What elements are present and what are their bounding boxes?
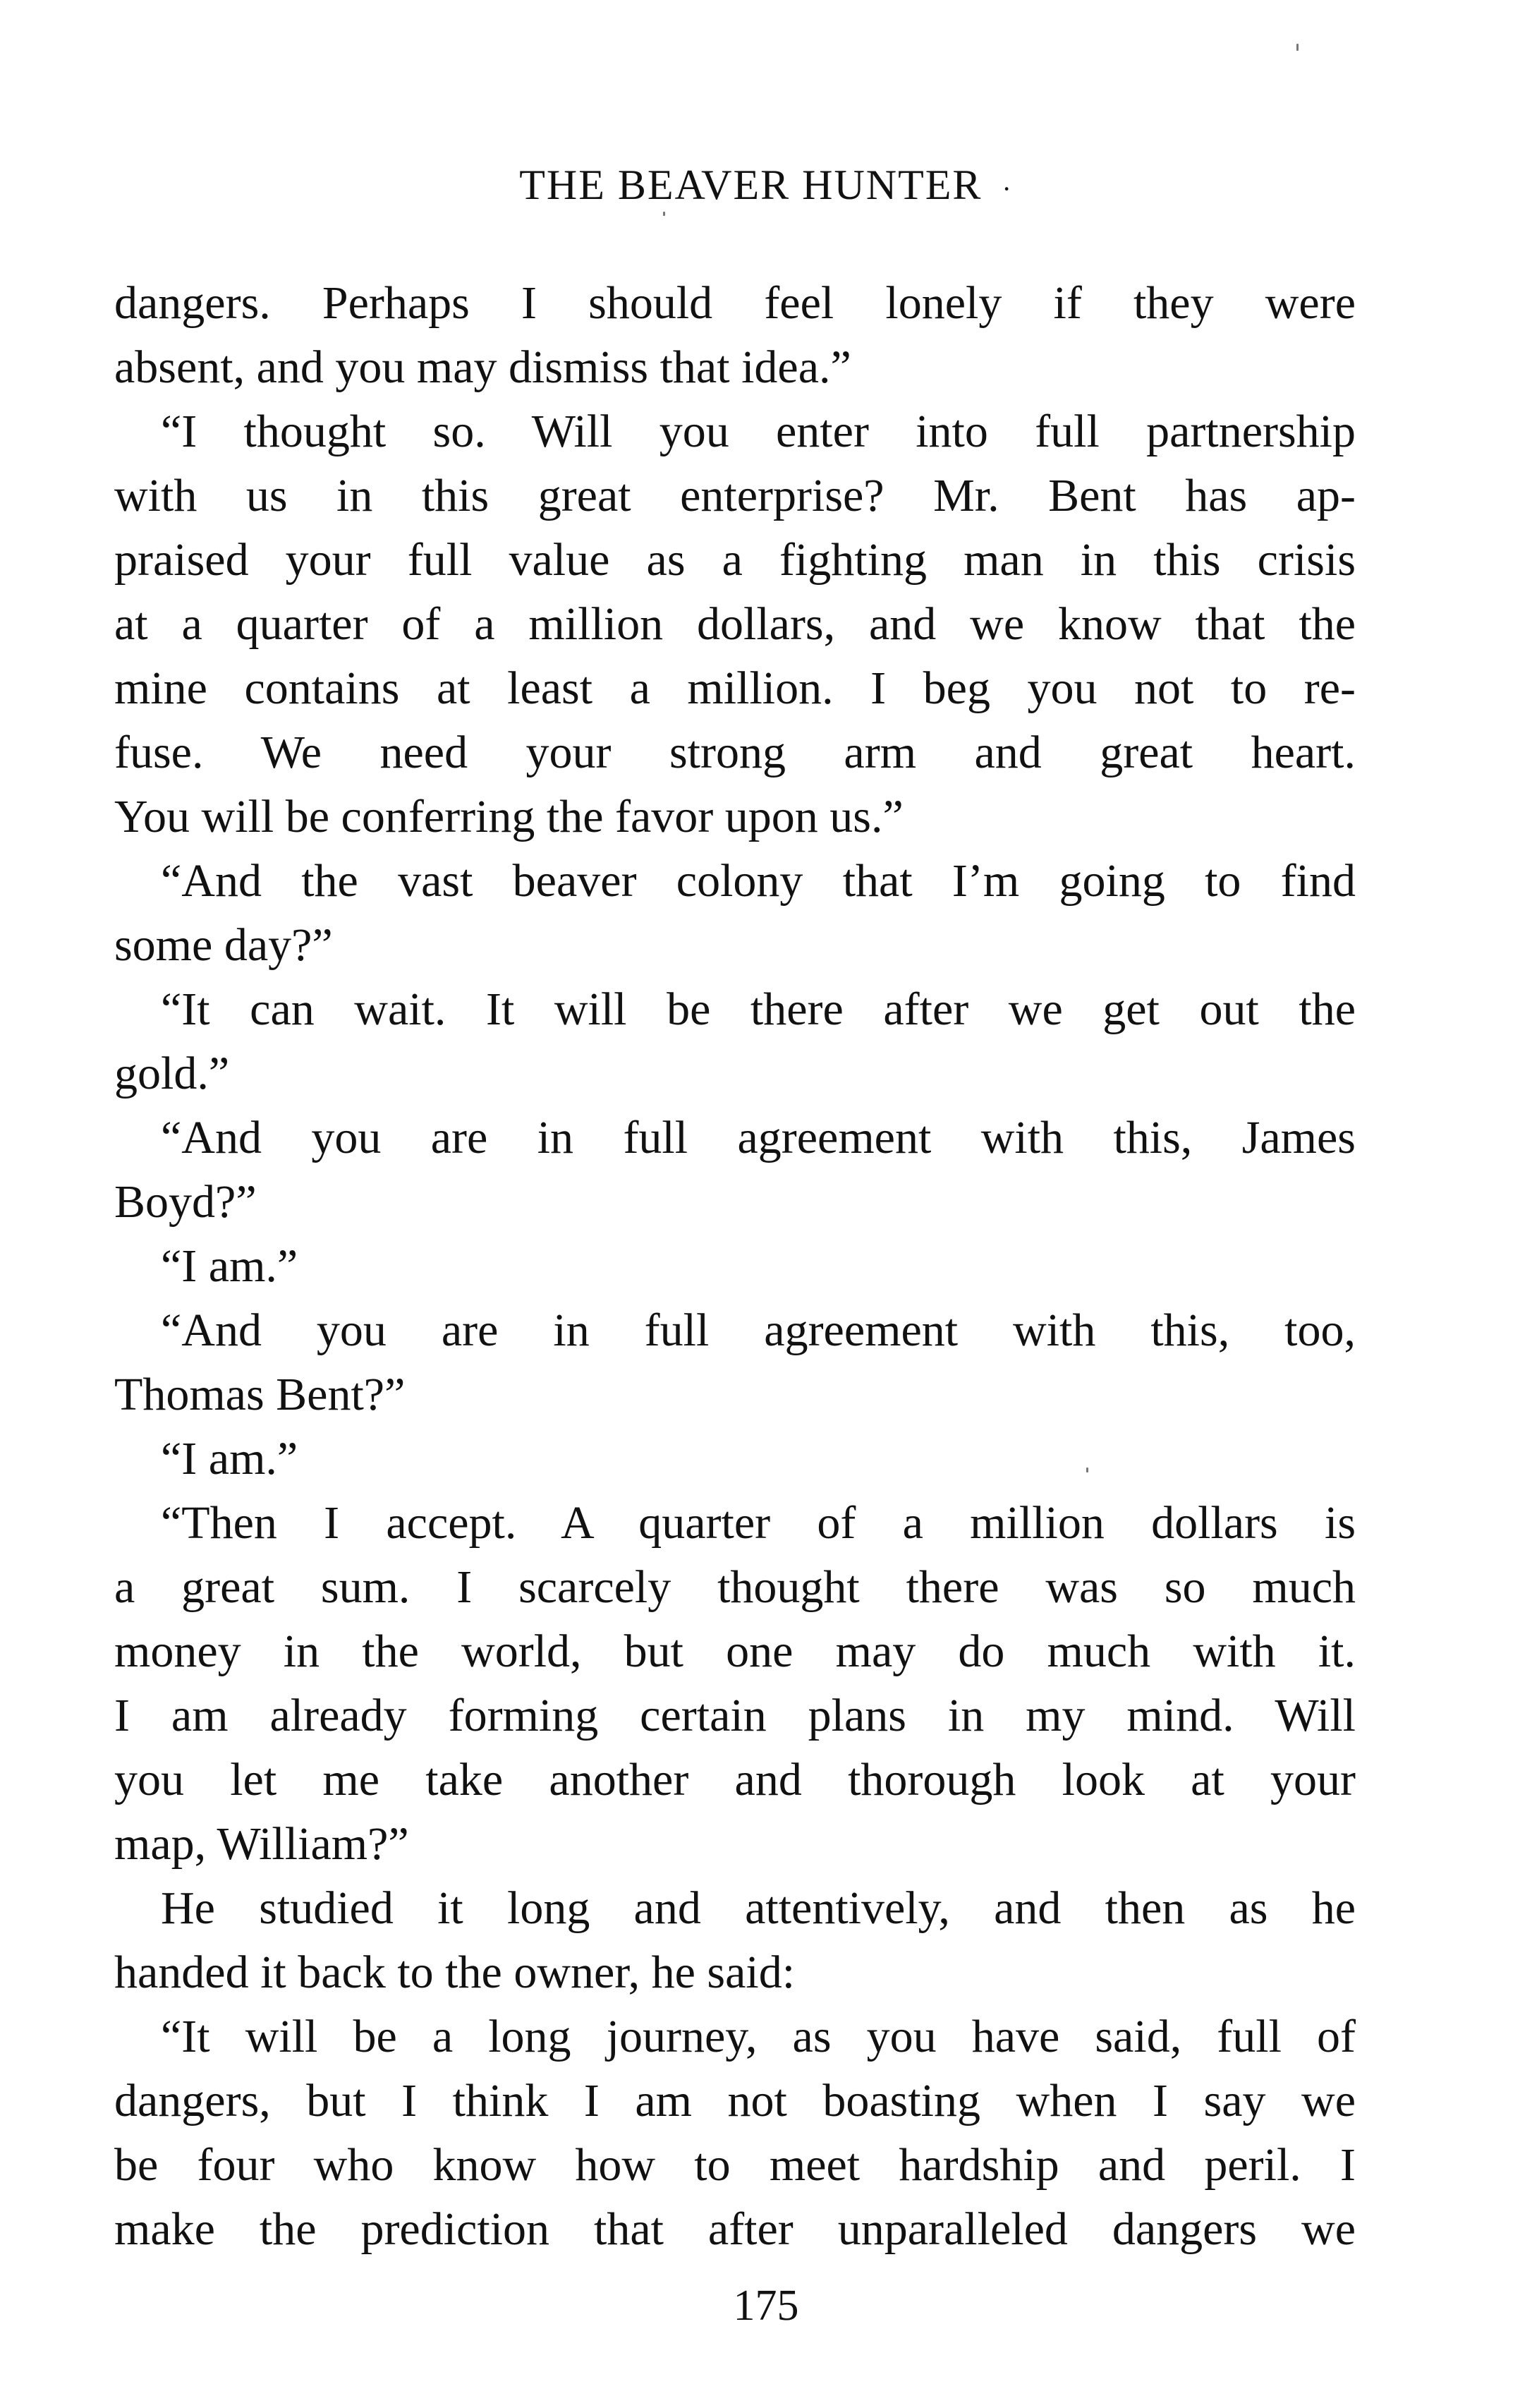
running-head xyxy=(0,157,1532,217)
text-line: dangers, but I think I am not boasting when I say we xyxy=(114,2075,1356,2126)
text-line: “And the vast beaver colony that I’m going to find xyxy=(161,855,1356,907)
text-line: money in the world, but one may do much with it. xyxy=(114,1626,1356,1677)
text-line: map, William?” xyxy=(114,1818,409,1870)
text-line: He studied it long and attentively, and then as he xyxy=(161,1882,1356,1934)
text-line: at a quarter of a million dollars, and we know that the xyxy=(114,598,1356,650)
text-line: “And you are in full agreement with this, too, xyxy=(161,1305,1356,1356)
page-number: 175 xyxy=(733,2282,799,2330)
text-line: gold.” xyxy=(114,1048,230,1099)
text-line: dangers. Perhaps I should feel lonely if they were xyxy=(114,277,1356,329)
text-line: “I am.” xyxy=(161,1240,298,1292)
text-line: with us in this great enterprise? Mr. Bent has ap- xyxy=(114,470,1356,521)
text-line: “And you are in full agreement with this, James xyxy=(161,1112,1356,1163)
text-line: “Then I accept. A quarter of a million dollars is xyxy=(161,1497,1356,1549)
text-line: absent, and you may dismiss that idea.” xyxy=(114,341,851,393)
text-line: “It will be a long journey, as you have said, full of xyxy=(161,2011,1356,2062)
text-line: make the prediction that after unparalleled dangers we xyxy=(114,2203,1356,2255)
print-speck xyxy=(663,212,665,216)
text-line: I am already forming certain plans in my mind. Will xyxy=(114,1690,1356,1741)
running-head-title: THE BEAVER HUNTER xyxy=(519,162,983,208)
text-line: be four who know how to meet hardship and peril. I xyxy=(114,2139,1356,2191)
text-line: “I am.” xyxy=(161,1433,298,1484)
text-line: Boyd?” xyxy=(114,1176,257,1228)
running-head-mark: · xyxy=(1002,173,1013,205)
print-speck xyxy=(1296,44,1299,51)
text-line: Thomas Bent?” xyxy=(114,1369,406,1420)
text-line: some day?” xyxy=(114,919,333,971)
text-line: handed it back to the owner, he said: xyxy=(114,1947,796,1998)
text-line: You will be conferring the favor upon us.” xyxy=(114,791,904,842)
text-line: a great sum. I scarcely thought there was so much xyxy=(114,1561,1356,1613)
text-line: fuse. We need your strong arm and great heart. xyxy=(114,727,1356,778)
text-line: you let me take another and thorough look at your xyxy=(114,1754,1356,1805)
body-text xyxy=(114,271,1356,2261)
text-line: praised your full value as a fighting man in this crisis xyxy=(114,534,1356,586)
text-line: “It can wait. It will be there after we get out the xyxy=(161,984,1356,1035)
text-line: mine contains at least a million. I beg you not to re- xyxy=(114,662,1356,714)
text-line: “I thought so. Will you enter into full partnership xyxy=(161,406,1356,457)
